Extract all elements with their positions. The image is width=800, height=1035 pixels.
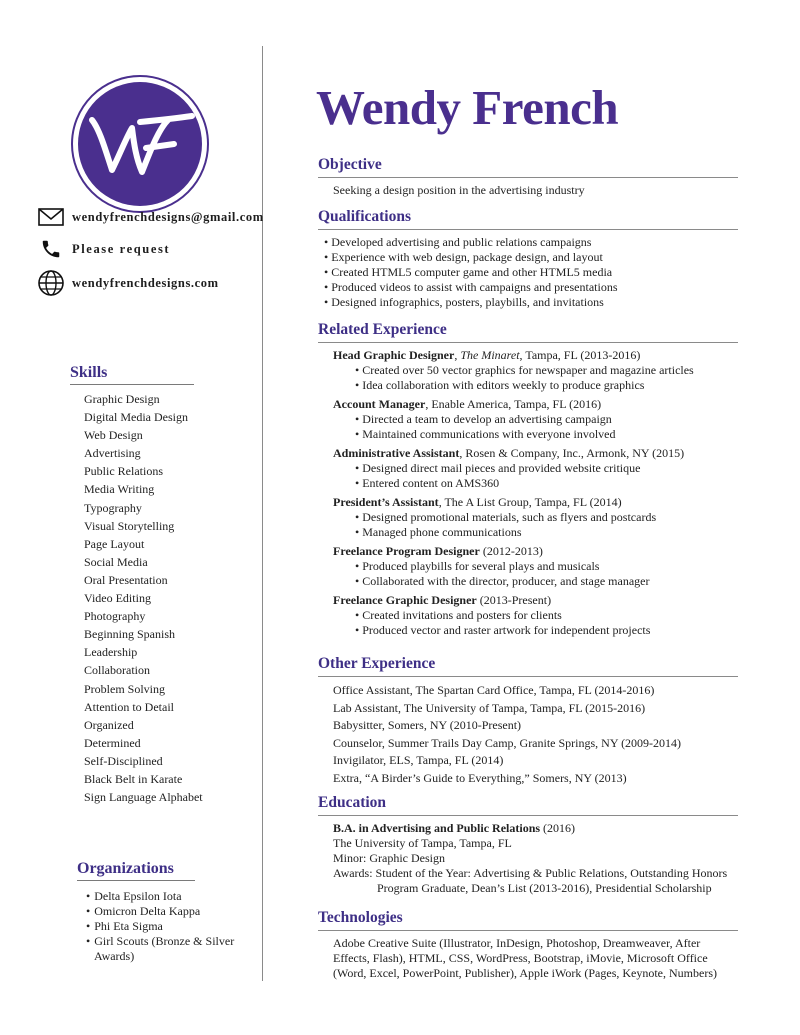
- skill-item: Black Belt in Karate: [84, 771, 183, 786]
- other-experience-heading: Other Experience: [318, 654, 738, 677]
- contact-email[interactable]: wendyfrenchdesigns@gmail.com: [72, 209, 264, 224]
- job-bullets: [333, 363, 738, 393]
- technologies-section: [318, 908, 738, 981]
- other-experience-item: Invigilator, ELS, Tampa, FL (2014): [333, 753, 504, 767]
- skills-list: [84, 390, 203, 806]
- skills-heading: Skills: [70, 364, 194, 385]
- skill-item: Photography: [84, 609, 146, 624]
- wf-logo: [70, 74, 210, 214]
- job-bullet: • Collaborated with the director, producer, and stage manager: [355, 574, 738, 589]
- job-title-line: [333, 544, 738, 559]
- education-degree-line: [333, 821, 738, 836]
- job-bullet: • Directed a team to develop an advertising campaign: [355, 412, 738, 427]
- skill-item: Digital Media Design: [84, 410, 188, 425]
- skill-item: Typography: [84, 500, 142, 515]
- job-bullet: • Produced playbills for several plays and musicals: [355, 559, 738, 574]
- skill-item: Leadership: [84, 645, 138, 660]
- job-title: Administrative Assistant: [333, 446, 460, 460]
- job-details: (2013-Present): [476, 593, 552, 607]
- envelope-icon: [36, 202, 66, 232]
- other-experience-item: Counselor, Summer Trails Day Camp, Granite Springs, NY (2009-2014): [333, 735, 682, 750]
- skill-item: Advertising: [84, 446, 141, 461]
- skill-item: Attention to Detail: [84, 699, 174, 714]
- education-year: (2016): [540, 821, 576, 835]
- organization-item: • Omicron Delta Kappa: [86, 904, 256, 919]
- other-experience-item: Office Assistant, The Spartan Card Office, Tampa, FL (2014-2016): [333, 683, 655, 697]
- contact-phone-row: [36, 234, 170, 264]
- job-bullets: [333, 461, 738, 491]
- phone-icon: [36, 234, 66, 264]
- job-entry: [318, 593, 738, 638]
- objective-section: [318, 155, 738, 198]
- skill-item: Web Design: [84, 428, 143, 443]
- education-heading: Education: [318, 793, 738, 816]
- skill-item: Collaboration: [84, 663, 150, 678]
- skill-item: Public Relations: [84, 464, 163, 479]
- organization-item: • Phi Eta Sigma: [86, 919, 256, 934]
- job-entry: [318, 495, 738, 540]
- job-title-line: Head Graphic Designer, The Minaret, Tampa, FL (2013-2016): [333, 348, 641, 362]
- contact-email-row[interactable]: [36, 202, 264, 232]
- job-bullets: [333, 510, 738, 540]
- skill-item: Organized: [84, 717, 134, 732]
- job-title: Freelance Graphic Designer: [333, 593, 477, 607]
- skill-item: Graphic Design: [84, 392, 160, 406]
- technologies-heading: Technologies: [318, 908, 738, 931]
- other-experience-section: [318, 654, 738, 787]
- column-divider: [262, 46, 263, 981]
- qualifications-heading: Qualifications: [318, 207, 738, 230]
- skill-item: Video Editing: [84, 591, 151, 606]
- job-title-line: [333, 446, 738, 461]
- job-title-line: [333, 593, 738, 608]
- job-title-line: [333, 495, 738, 510]
- job-details: , The A List Group, Tampa, FL (2014): [438, 495, 622, 509]
- job-title-line: [333, 397, 738, 412]
- job-bullet: • Idea collaboration with editors weekly to produce graphics: [355, 378, 738, 393]
- skill-item: Self-Disciplined: [84, 753, 163, 768]
- other-experience-list: [318, 682, 738, 787]
- job-organization: The Minaret: [460, 348, 520, 362]
- job-bullets: [333, 412, 738, 442]
- qualification-item: • Created HTML5 computer game and other HTML5 media: [324, 265, 738, 280]
- candidate-name: Wendy French: [316, 80, 619, 135]
- skill-item: Sign Language Alphabet: [84, 790, 203, 805]
- job-bullet: • Entered content on AMS360: [355, 476, 738, 491]
- qualifications-section: [318, 207, 738, 310]
- job-title: Account Manager: [333, 397, 426, 411]
- job-bullets: [333, 608, 738, 638]
- job-title: Freelance Program Designer: [333, 544, 480, 558]
- contact-website-row[interactable]: [36, 268, 219, 298]
- skill-item: Media Writing: [84, 482, 155, 497]
- job-title: President’s Assistant: [333, 495, 439, 509]
- education-awards: Awards: Student of the Year: Advertising & Public Relations, Outstanding Honors Program Graduate, Dean’s List (2013-2016), Presidential Scholarship: [333, 866, 728, 895]
- organization-item: • Girl Scouts (Bronze & Silver Awards): [86, 934, 256, 964]
- jobs-list: [318, 348, 738, 638]
- other-experience-item: Lab Assistant, The University of Tampa, Tampa, FL (2015-2016): [333, 700, 646, 715]
- education-school: The University of Tampa, Tampa, FL: [333, 836, 512, 850]
- education-minor: Minor: Graphic Design: [333, 851, 445, 865]
- job-bullet: • Created invitations and posters for clients: [355, 608, 738, 623]
- technologies-text: Adobe Creative Suite (Illustrator, InDesign, Photoshop, Dreamweaver, After Effects, Flash), HTML, CSS, WordPress, Bootstrap, iMovie, Microsoft Office (Word, Excel, PowerPoint, Publisher), Apple iWork (Pages, Keynote, Numbers): [333, 936, 717, 980]
- objective-heading: Objective: [318, 155, 738, 178]
- qualifications-list: [318, 235, 738, 310]
- education-section: [318, 793, 738, 896]
- job-details: , Tampa, FL (2013-2016): [519, 348, 641, 362]
- contact-phone: Please request: [72, 241, 171, 256]
- skill-item: Visual Storytelling: [84, 518, 175, 533]
- job-bullet: • Produced vector and raster artwork for independent projects: [355, 623, 738, 638]
- job-details: , Rosen & Company, Inc., Armonk, NY (2015): [459, 446, 685, 460]
- organizations-list: [86, 889, 256, 964]
- job-entry: [318, 397, 738, 442]
- job-bullet: • Created over 50 vector graphics for newspaper and magazine articles: [355, 363, 738, 378]
- job-bullets: [333, 559, 738, 589]
- contact-website[interactable]: wendyfrenchdesigns.com: [72, 275, 219, 290]
- education-degree: B.A. in Advertising and Public Relations: [333, 821, 541, 835]
- skill-item: Beginning Spanish: [84, 627, 176, 642]
- qualification-item: • Experience with web design, package design, and layout: [324, 250, 738, 265]
- qualification-item: • Designed infographics, posters, playbills, and invitations: [324, 295, 738, 310]
- job-bullet: • Designed direct mail pieces and provided website critique: [355, 461, 738, 476]
- skill-item: Oral Presentation: [84, 572, 168, 587]
- skill-item: Social Media: [84, 554, 148, 569]
- other-experience-item: Extra, “A Birder’s Guide to Everything,” Somers, NY (2013): [333, 770, 627, 785]
- job-entry: [318, 348, 738, 393]
- job-entry: [318, 446, 738, 491]
- job-details: , Enable America, Tampa, FL (2016): [425, 397, 602, 411]
- skill-item: Problem Solving: [84, 681, 166, 696]
- qualification-item: • Developed advertising and public relations campaigns: [324, 235, 738, 250]
- job-bullet: • Managed phone communications: [355, 525, 738, 540]
- organizations-heading: Organizations: [77, 860, 195, 881]
- job-entry: [318, 544, 738, 589]
- organization-item: • Delta Epsilon Iota: [86, 889, 256, 904]
- skill-item: Page Layout: [84, 536, 145, 551]
- globe-icon: [36, 268, 66, 298]
- other-experience-item: Babysitter, Somers, NY (2010-Present): [333, 718, 522, 732]
- job-title: Head Graphic Designer: [333, 348, 455, 362]
- related-experience-heading: Related Experience: [318, 320, 738, 343]
- related-experience-section: [318, 320, 738, 642]
- job-details: (2012-2013): [479, 544, 543, 558]
- job-bullet: • Maintained communications with everyone involved: [355, 427, 738, 442]
- objective-text: Seeking a design position in the advertising industry: [333, 183, 585, 197]
- job-bullet: • Designed promotional materials, such as flyers and postcards: [355, 510, 738, 525]
- qualification-item: • Produced videos to assist with campaigns and presentations: [324, 280, 738, 295]
- skill-item: Determined: [84, 735, 141, 750]
